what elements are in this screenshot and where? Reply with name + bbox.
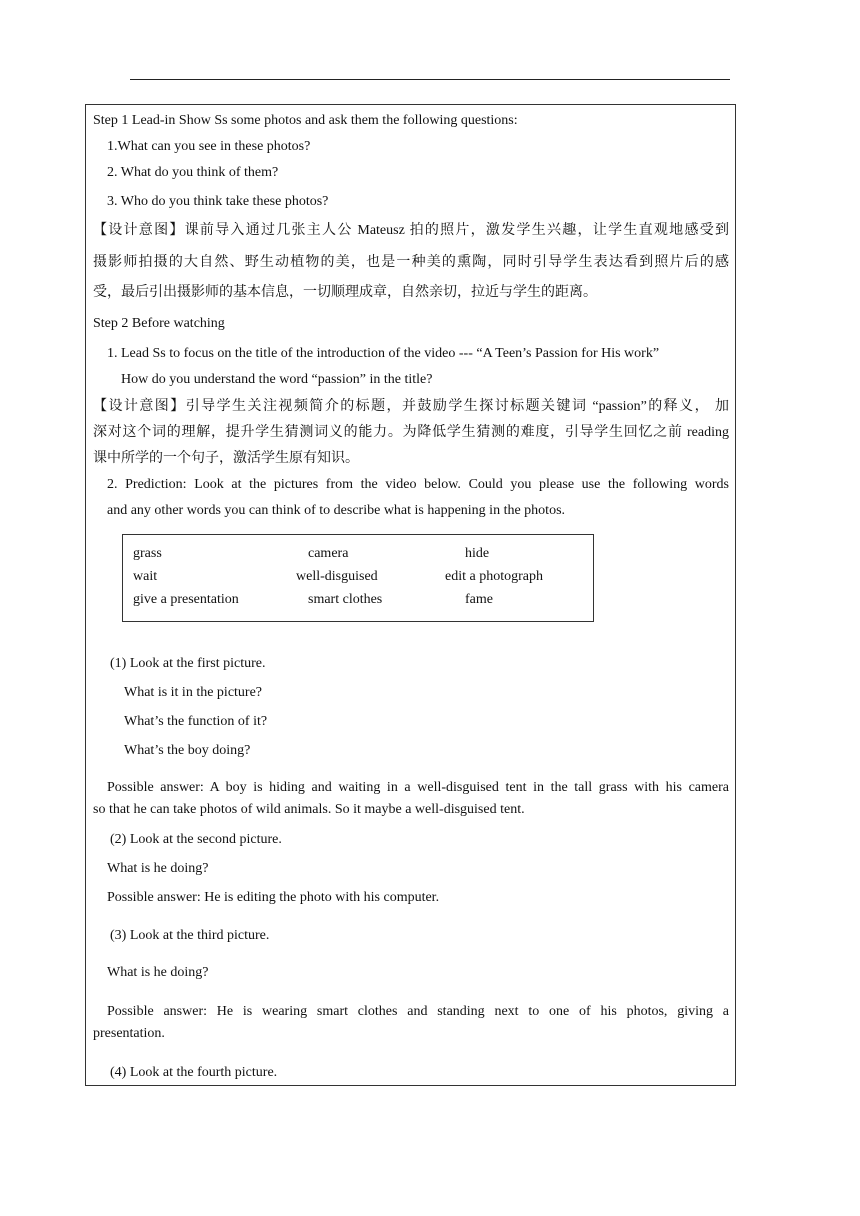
word: well-disguised xyxy=(296,569,378,584)
step1-heading: Step 1 Lead-in Show Ss some photos and ask them the following questions: xyxy=(93,113,518,128)
word: grass xyxy=(133,546,162,561)
step2-item2-line-2: and any other words you can think of to describe what is happening in the photos. xyxy=(107,503,566,518)
step1-design-intent-line-1: 【设计意图】课前导入通过几张主人公 Mateusz 拍的照片，激发学生兴趣，让学生直观地感受到 xyxy=(93,223,729,238)
word: hide xyxy=(465,546,490,561)
picture3-answer-line-2: presentation. xyxy=(93,1026,165,1041)
step2-item1-sub: How do you understand the word “passion” in the title? xyxy=(121,372,433,387)
picture2-question: What is he doing? xyxy=(107,861,209,876)
picture2-answer: Possible answer: He is editing the photo with his computer. xyxy=(107,890,440,905)
picture1-answer-line-1: Possible answer: A boy is hiding and waiting in a well-disguised tent in the tall grass with his camera xyxy=(107,780,729,795)
word: smart clothes xyxy=(308,592,383,607)
word: give a presentation xyxy=(133,592,239,607)
picture1-answer-line-2: so that he can take photos of wild animals. So it maybe a well-disguised tent. xyxy=(93,802,525,817)
step2-heading: Step 2 Before watching xyxy=(93,316,225,331)
picture1-question-2: What’s the function of it? xyxy=(124,714,268,729)
word: edit a photograph xyxy=(445,569,543,584)
step2-design-intent-line-1: 【设计意图】引导学生关注视频简介的标题，并鼓励学生探讨标题关键词 “passion”的释义， 加 xyxy=(93,399,729,414)
picture3-title: (3) Look at the third picture. xyxy=(110,928,270,943)
picture1-title: (1) Look at the first picture. xyxy=(110,656,266,671)
step1-design-intent-line-3: 受，最后引出摄影师的基本信息，一切顺理成章，自然亲切，拉近与学生的距离。 xyxy=(93,285,597,300)
step2-item2-line-1: 2. Prediction: Look at the pictures from the video below. Could you please use the following words xyxy=(107,477,729,492)
picture1-question-3: What’s the boy doing? xyxy=(124,743,251,758)
step1-question-1: 1.What can you see in these photos? xyxy=(107,139,311,154)
step2-design-intent-line-2: 深对这个词的理解，提升学生猜测词义的能力。为降低学生猜测的难度，引导学生回忆之前 reading xyxy=(93,425,729,440)
step1-design-intent-line-2: 摄影师拍摄的大自然、野生动植物的美，也是一种美的熏陶，同时引导学生表达看到照片后的感 xyxy=(93,255,729,270)
word: wait xyxy=(133,569,158,584)
step2-item1: 1. Lead Ss to focus on the title of the introduction of the video --- “A Teen’s Passion for His work” xyxy=(107,346,660,361)
step1-question-2: 2. What do you think of them? xyxy=(107,165,279,180)
picture3-question: What is he doing? xyxy=(107,965,209,980)
step2-design-intent-line-3: 课中所学的一个句子，激活学生原有知识。 xyxy=(93,451,359,466)
picture4-title: (4) Look at the fourth picture. xyxy=(110,1065,278,1080)
step1-question-3: 3. Who do you think take these photos? xyxy=(107,194,329,209)
picture3-answer-line-1: Possible answer: He is wearing smart clothes and standing next to one of his photos, giving a xyxy=(107,1004,729,1019)
word: camera xyxy=(308,546,349,561)
picture2-title: (2) Look at the second picture. xyxy=(110,832,282,847)
word: fame xyxy=(465,592,493,607)
picture1-question-1: What is it in the picture? xyxy=(124,685,263,700)
header-rule xyxy=(130,79,730,80)
